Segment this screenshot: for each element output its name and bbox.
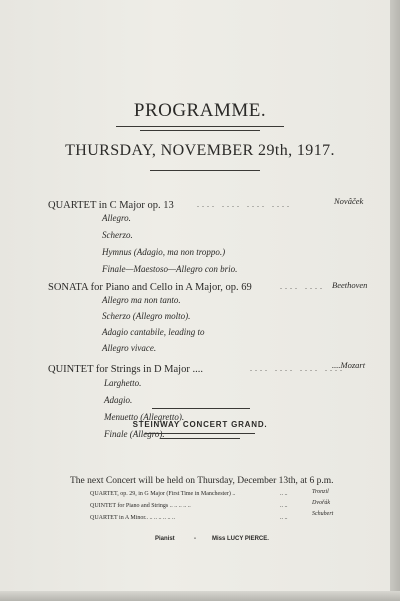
leader-dots: .... .... .... .... bbox=[197, 200, 292, 209]
movement: Finale—Maestoso—Allegro con brio. bbox=[102, 264, 238, 274]
pianist-name: Miss LUCY PIERCE. bbox=[212, 536, 269, 542]
upcoming-work: QUARTET in A Minor.. .. .. .. .. .. .. bbox=[90, 515, 176, 521]
next-concert-text: The next Concert will be held on Thursday, December 13th, at 6 p.m. bbox=[70, 476, 334, 486]
movement: Allegro vivace. bbox=[102, 343, 157, 353]
composer-name: Beethoven bbox=[332, 280, 368, 290]
date-rule bbox=[150, 170, 260, 171]
composer-name: Novâček bbox=[334, 196, 364, 206]
upcoming-composer: Schubert bbox=[312, 511, 334, 517]
piano-rule-top bbox=[145, 433, 255, 434]
page-edge-shadow bbox=[390, 0, 400, 601]
leader-dots: .... .... .... .... bbox=[250, 364, 345, 373]
work-title: SONATA for Piano and Cello in A Major, op. 69 bbox=[48, 282, 252, 293]
movement: Allegro ma non tanto. bbox=[102, 295, 181, 305]
movement: Scherzo (Allegro molto). bbox=[102, 311, 191, 321]
movement: Finale (Allegro). bbox=[104, 429, 165, 439]
title-rule-top bbox=[116, 126, 284, 127]
work-title: QUARTET in C Major op. 13 bbox=[48, 200, 174, 211]
page-title: PROGRAMME. bbox=[133, 100, 267, 121]
upcoming-work: QUINTET for Piano and Strings .. .. .. .. .. bbox=[90, 503, 191, 509]
work-title: QUINTET for Strings in D Major .... bbox=[48, 364, 203, 375]
upcoming-composer: Dvořák bbox=[312, 500, 330, 506]
movement: Allegro. bbox=[102, 213, 131, 223]
leader-dots: .. .. bbox=[280, 503, 288, 509]
leader-dots: .... .... bbox=[280, 282, 325, 291]
movement: Adagio. bbox=[104, 395, 133, 405]
movement: Menuetto (Allegretto). bbox=[104, 412, 185, 422]
page-bottom-edge bbox=[0, 591, 400, 601]
title-rule-bottom bbox=[140, 130, 260, 131]
movement: Adagio cantabile, leading to bbox=[102, 327, 205, 337]
movement: Hymnus (Adagio, ma non troppo.) bbox=[102, 247, 226, 257]
movement: Scherzo. bbox=[102, 230, 133, 240]
upcoming-composer: Tronzil bbox=[312, 489, 329, 495]
leader-dots: .. .. bbox=[280, 515, 288, 521]
leader-dots: .. .. bbox=[280, 491, 288, 497]
piano-rule-bottom bbox=[160, 438, 240, 439]
piano-note: STEINWAY CONCERT GRAND. bbox=[132, 420, 268, 429]
pianist-separator: - bbox=[194, 536, 196, 542]
movement: Larghetto. bbox=[104, 378, 142, 388]
upcoming-work: QUARTET, op. 29, in G Major (First Time in Manchester) .. bbox=[90, 491, 236, 497]
concert-date: THURSDAY, NOVEMBER 29th, 1917. bbox=[65, 142, 335, 159]
section-rule bbox=[152, 408, 250, 409]
composer-name: ....Mozart bbox=[332, 360, 366, 370]
pianist-label: Pianist bbox=[155, 536, 175, 542]
